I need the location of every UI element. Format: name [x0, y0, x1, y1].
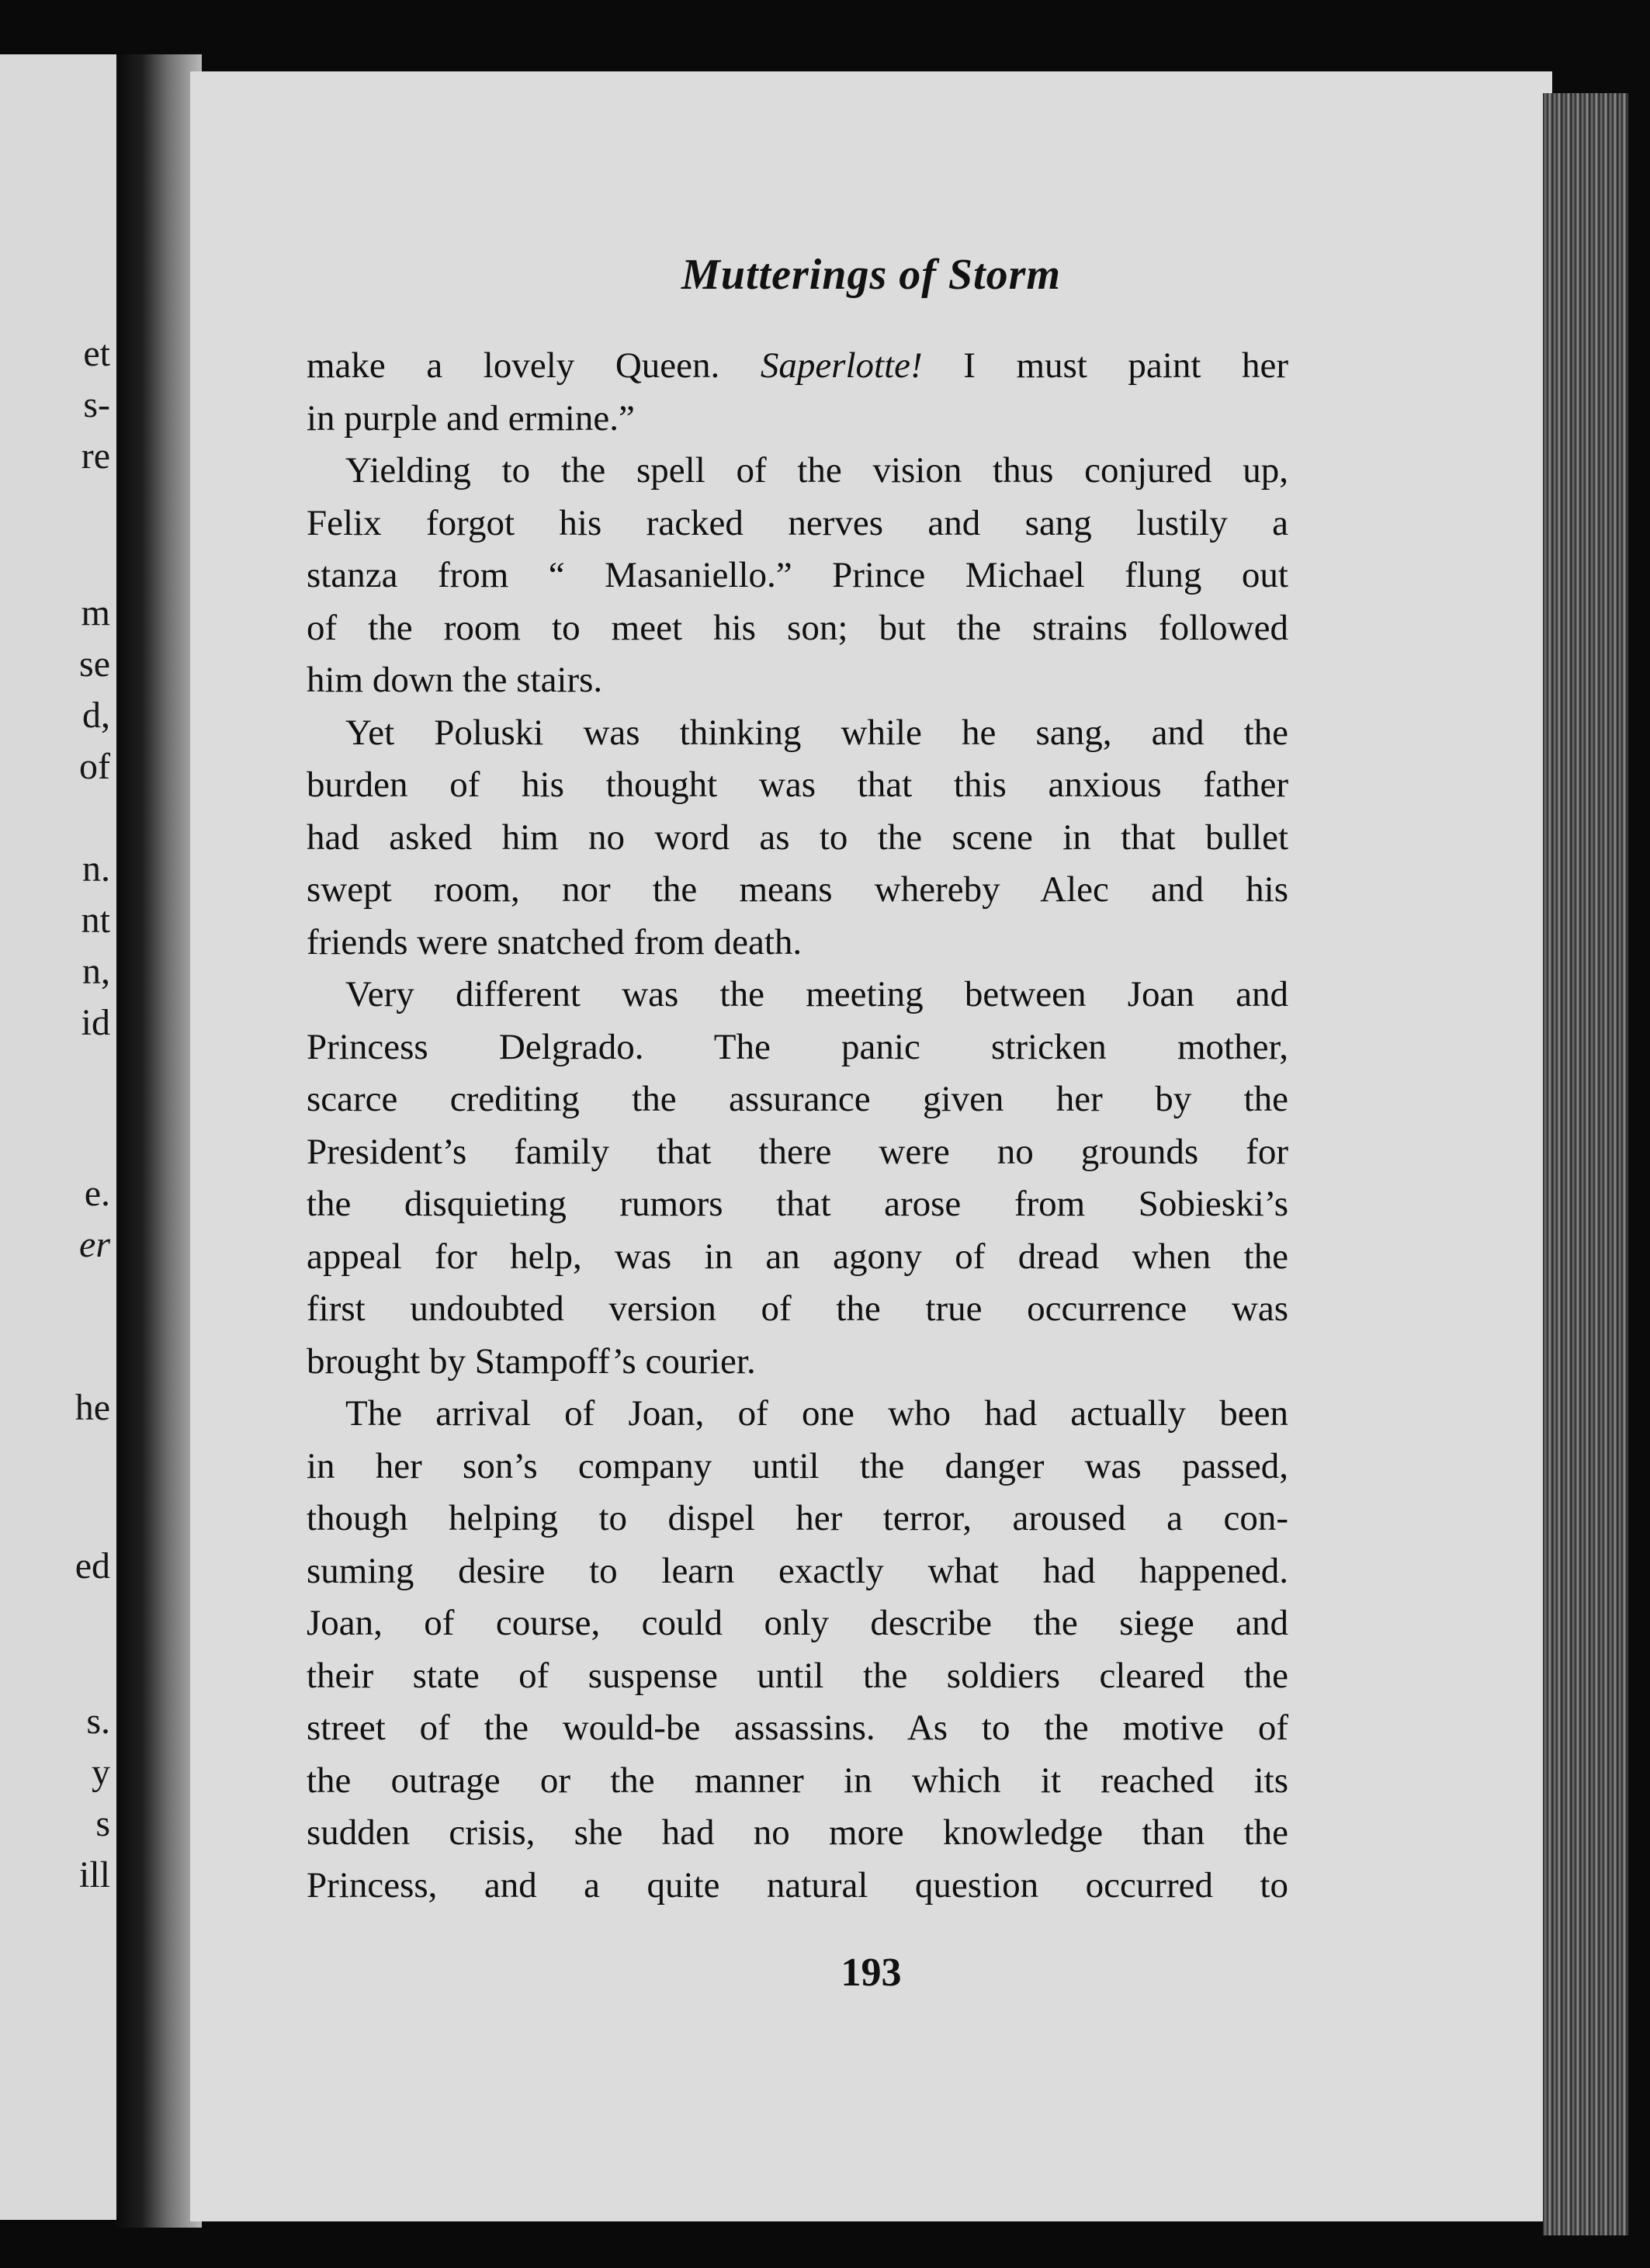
left-fragment: nt: [81, 900, 110, 941]
text-line: scarce crediting the assurance given her by the: [307, 1079, 1288, 1119]
left-fragment: e.: [84, 1173, 110, 1214]
text-line: appeal for help, was in an agony of dread when the: [307, 1236, 1288, 1277]
left-fragment: of: [79, 746, 110, 787]
text-line: sudden crisis, she had no more knowledge than the: [307, 1812, 1288, 1853]
left-fragment: s-: [83, 384, 110, 425]
left-fragment: et: [83, 333, 110, 374]
left-fragment: ill: [78, 1854, 110, 1895]
left-fragment: d,: [82, 695, 110, 736]
left-page-fragments: [0, 54, 116, 2220]
left-fragment: s.: [86, 1701, 110, 1742]
text-line: The arrival of Joan, of one who had actually been: [345, 1393, 1288, 1434]
body-text: [307, 340, 1288, 1912]
left-fragment: y: [92, 1752, 110, 1793]
text-line: their state of suspense until the soldiers cleared the: [307, 1655, 1288, 1696]
italic-word: Saperlotte!: [760, 345, 923, 386]
text-line: burden of his thought was that this anxious father: [307, 765, 1288, 805]
left-fragment: s: [95, 1803, 110, 1844]
left-page: [0, 54, 116, 2220]
text-line: had asked him no word as to the scene in that bullet: [307, 817, 1288, 858]
text-line: Yet Poluski was thinking while he sang, and the: [345, 712, 1288, 753]
text-line: in purple and ermine.”: [307, 397, 635, 439]
left-fragment: n.: [82, 848, 110, 890]
text-line: first undoubted version of the true occurrence was: [307, 1288, 1288, 1329]
left-fragment: se: [79, 643, 110, 685]
text-line: the outrage or the manner in which it reached its: [307, 1760, 1288, 1801]
text-line: make a lovely Queen. Saperlotte! I must paint her: [307, 345, 1288, 386]
text-line: Very different was the meeting between Joan and: [345, 974, 1288, 1014]
text-line: Princess, and a quite natural question occurred to: [307, 1864, 1288, 1906]
text-line: in her son’s company until the danger was passed,: [307, 1445, 1288, 1486]
text-line: suming desire to learn exactly what had happened.: [307, 1550, 1288, 1591]
text-line: Felix forgot his racked nerves and sang lustily a: [307, 502, 1288, 543]
left-fragment: he: [75, 1387, 110, 1428]
left-fragment: ed: [75, 1545, 110, 1587]
text-line: swept room, nor the means whereby Alec and his: [307, 869, 1288, 910]
text-line: Joan, of course, could only describe the siege and: [307, 1603, 1288, 1643]
left-fragment: n,: [82, 951, 110, 992]
text-line: Princess Delgrado. The panic stricken mother,: [307, 1026, 1288, 1067]
page-number: 193: [841, 1951, 902, 1995]
left-fragment: m: [81, 592, 110, 633]
left-fragment: id: [81, 1002, 110, 1043]
book-gutter: [116, 54, 202, 2228]
page-edge: [1543, 93, 1628, 2235]
running-head: Mutterings of Storm: [681, 251, 1061, 299]
text-line: of the room to meet his son; but the strains followed: [307, 607, 1288, 648]
left-fragment: er: [79, 1224, 110, 1265]
text-line: him down the stairs.: [307, 660, 603, 700]
text-line: though helping to dispel her terror, aroused a con-: [307, 1498, 1288, 1538]
left-fragment: re: [81, 435, 110, 477]
text-line: street of the would-be assassins. As to the motive of: [307, 1708, 1288, 1748]
text-line: the disquieting rumors that arose from Sobieski’s: [307, 1184, 1288, 1224]
text-line: President’s family that there were no grounds for: [307, 1131, 1288, 1172]
text-line: friends were snatched from death.: [307, 921, 802, 962]
text-line: Yielding to the spell of the vision thus conjured up,: [345, 450, 1288, 491]
text-line: brought by Stampoff’s courier.: [307, 1340, 756, 1382]
text-line: stanza from “ Masaniello.” Prince Michael flung out: [307, 555, 1288, 595]
